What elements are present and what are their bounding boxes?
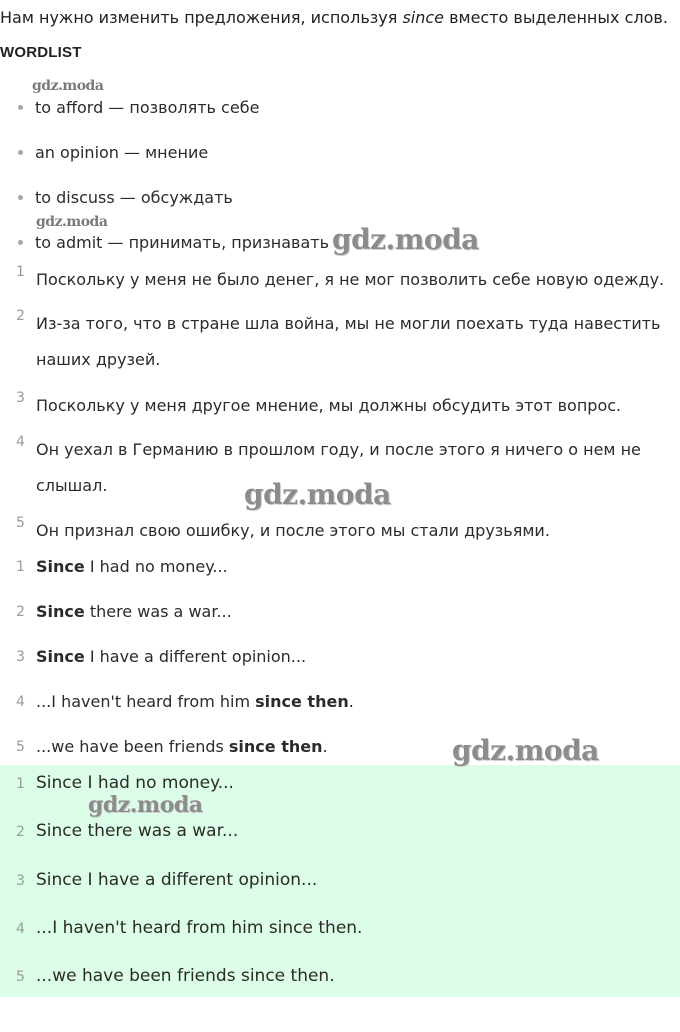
answer-keyword: since then [228, 737, 323, 756]
final-answer-number: 3 [16, 873, 25, 889]
instruction-text-after: вместо выделенных слов. [444, 8, 668, 27]
final-answer-number: 5 [16, 969, 25, 985]
final-answer-item [0, 870, 317, 890]
final-answer-number: 4 [16, 921, 25, 937]
final-answer-text: ...I haven't heard from him since then. [36, 918, 363, 938]
wordlist-item [18, 98, 259, 117]
watermark: gdz.moda [88, 792, 203, 818]
sentence-item [0, 262, 666, 298]
task-instruction [0, 8, 668, 27]
sentence-number: 3 [16, 390, 25, 406]
watermark: gdz.moda [332, 223, 479, 256]
final-answer-item [0, 773, 234, 793]
answer-text: Since I have a different opinion... [36, 647, 307, 666]
answer-text: Since I had no money... [36, 557, 228, 576]
final-answer-text: ...we have been friends since then. [36, 966, 335, 986]
watermark: gdz.moda [244, 478, 391, 511]
final-answer-text: Since I have a different opinion... [36, 870, 318, 890]
answer-keyword: since then [255, 692, 349, 711]
final-answer-text: Since I had no money... [36, 773, 234, 793]
final-answer-item [0, 918, 362, 938]
sentence-text: Он признал свою ошибку, и после этого мы стали друзьями. [36, 521, 550, 540]
watermark: gdz.moda [36, 214, 108, 230]
bullet-dot [18, 150, 23, 155]
bullet-dot [18, 195, 23, 200]
sentence-text: Поскольку у меня другое мнение, мы должны обсудить этот вопрос. [36, 396, 622, 415]
sentence-number: 1 [16, 264, 25, 280]
answer-item [0, 647, 306, 666]
bullet-dot [18, 240, 23, 245]
sentence-number: 5 [16, 515, 25, 531]
answer-item [0, 692, 354, 711]
sentence-number: 2 [16, 308, 25, 324]
answer-keyword: Since [36, 602, 85, 621]
bullet-dot [18, 105, 23, 110]
sentence-text: Из-за того, что в стране шла война, мы не могли поехать туда навестить наших друзей. [36, 314, 661, 369]
final-answer-number: 1 [16, 776, 25, 792]
wordlist-item-text: to afford — позволять себе [35, 98, 260, 117]
instruction-text-before: Нам нужно изменить предложения, используя [0, 8, 403, 27]
wordlist-item-text: to admit — принимать, признавать [35, 233, 330, 252]
sentence-item [0, 388, 666, 424]
wordlist-item [18, 143, 208, 162]
sentence-text: Он уехал в Германию в прошлом году, и после этого я ничего о нем не слышал. [36, 440, 641, 495]
answer-keyword: Since [36, 557, 85, 576]
answer-text: ...I haven't heard from him since then. [36, 692, 354, 711]
wordlist-item-text: to discuss — обсуждать [35, 188, 233, 207]
sentence-text: Поскольку у меня не было денег, я не мог позволить себе новую одежду. [36, 270, 665, 289]
answer-keyword: Since [36, 647, 85, 666]
sentence-item [0, 513, 666, 549]
wordlist-item-text: an opinion — мнение [35, 143, 209, 162]
sentence-number: 4 [16, 434, 25, 450]
answer-item [0, 602, 232, 621]
watermark: gdz.moda [32, 78, 104, 94]
final-answer-text: Since there was a war... [36, 821, 239, 841]
wordlist-heading: WORDLIST [0, 44, 82, 61]
answer-number: 4 [16, 693, 25, 710]
answer-text: ...we have been friends since then. [36, 737, 328, 756]
wordlist-item [18, 188, 233, 207]
final-answer-item [0, 821, 238, 841]
answer-number: 3 [16, 648, 25, 665]
answer-item [0, 557, 228, 576]
wordlist-item [18, 233, 329, 252]
sentence-item [0, 306, 666, 378]
answer-number: 1 [16, 558, 25, 575]
answer-item [0, 737, 328, 756]
answer-number: 5 [16, 738, 25, 755]
answer-number: 2 [16, 603, 25, 620]
watermark: gdz.moda [452, 734, 599, 767]
final-answer-number: 2 [16, 824, 25, 840]
final-answer-item [0, 966, 335, 986]
answer-text: Since there was a war... [36, 602, 232, 621]
instruction-keyword: since [402, 8, 444, 27]
